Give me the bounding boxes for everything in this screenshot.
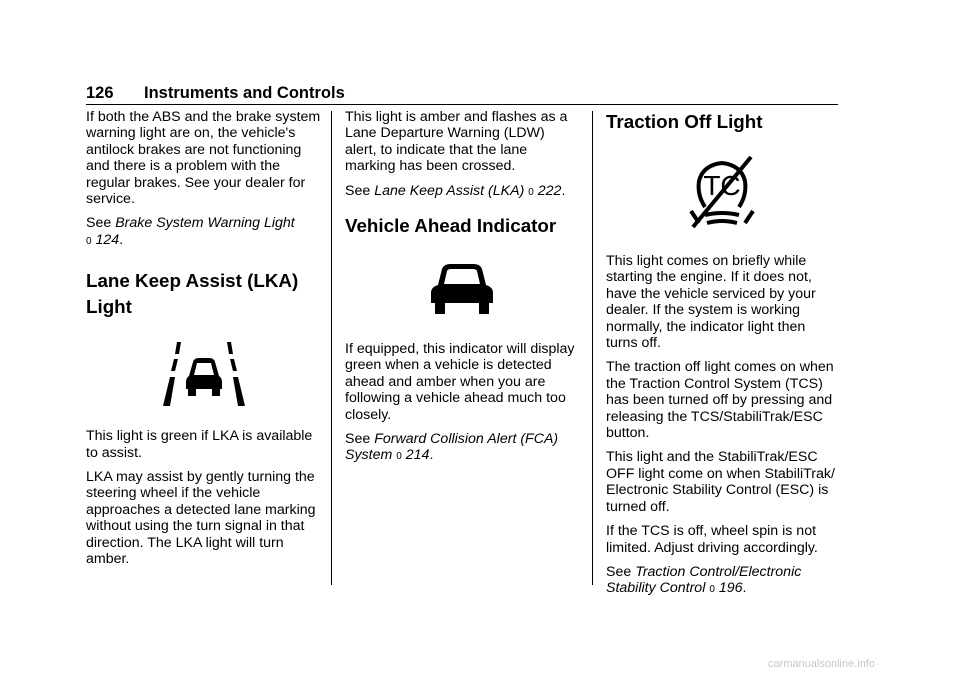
- svg-text:TC: TC: [703, 170, 741, 201]
- lka-green-paragraph: This light is green if LKA is available to assist.: [86, 428, 313, 461]
- watermark: carmanualsonline.info: [768, 658, 876, 670]
- column-divider-2: [592, 111, 593, 585]
- section-title: Instruments and Controls: [144, 84, 345, 102]
- wheel-spin-paragraph: If the TCS is off, wheel spin is not limited. Adjust driving accordingly.: [606, 523, 818, 556]
- reference-link[interactable]: Traction Control/Electronic Stability Control: [606, 563, 802, 597]
- page-ref-arrow: 0: [709, 584, 715, 596]
- stabilitrak-paragraph: This light and the StabiliTrak/ESC OFF light come on when StabiliTrak/ Electronic Stability Control (ESC) is turned off.: [606, 449, 835, 515]
- column-divider-1: [331, 111, 332, 585]
- see-reference: See Lane Keep Assist (LKA) 0 222.: [345, 182, 566, 199]
- reference-page[interactable]: 214: [405, 447, 430, 464]
- see-reference: See Brake System Warning Light 0 124.: [86, 215, 295, 248]
- lka-assist-paragraph: LKA may assist by gently turning the steering wheel if the vehicle approaches a detected lane marking without using the turn signal in that direction. The LKA light will turn amber.: [86, 469, 316, 568]
- abs-brake-paragraph: If both the ABS and the brake system warning light are on, the vehicle's antilock brakes are not functioning and there is a problem with the regular brakes. See your dealer for service.: [86, 109, 321, 208]
- page-number: 126: [86, 84, 114, 102]
- page-header: [86, 83, 838, 105]
- column-3: [606, 109, 838, 607]
- heading-lka-light: Lane Keep Assist (LKA) Light: [86, 270, 299, 318]
- column-1: [86, 109, 322, 576]
- traction-briefly-paragraph: This light comes on briefly while starting the engine. If it does not, have the vehicle serviced by your dealer. If the system is working normally, the indicator light then turns off.: [606, 253, 816, 352]
- heading-vehicle-ahead: Vehicle Ahead Indicator: [345, 215, 557, 237]
- ldw-paragraph: This light is amber and flashes as a Lane Departure Warning (LDW) alert, to indicate that the lane marking has been crossed.: [345, 109, 568, 175]
- see-reference: See Traction Control/Electronic Stability Control 0 196.: [606, 563, 802, 597]
- reference-link[interactable]: Brake System Warning Light: [115, 215, 295, 232]
- see-reference: See Forward Collision Alert (FCA) System 0 214.: [345, 431, 559, 464]
- vehicle-ahead-icon: [345, 263, 579, 315]
- reference-page[interactable]: 196: [718, 580, 743, 597]
- reference-page[interactable]: 222: [537, 182, 562, 199]
- traction-off-icon: [606, 153, 838, 231]
- lane-keep-assist-icon: [86, 342, 322, 406]
- heading-traction-off: Traction Off Light: [606, 111, 763, 132]
- indicator-paragraph: If equipped, this indicator will display green when a vehicle is detected ahead and amber when you are following a vehicle ahead much too closely.: [345, 341, 575, 423]
- traction-on-paragraph: The traction off light comes on when the Traction Control System (TCS) has been turned off by pressing and releasing the TCS/StabiliTrak/ESC button.: [606, 359, 834, 442]
- reference-link[interactable]: Forward Collision Alert (FCA) System: [345, 431, 559, 464]
- column-2: [345, 109, 579, 474]
- reference-page[interactable]: 124: [95, 231, 120, 248]
- page-ref-arrow: 0: [528, 186, 534, 198]
- reference-link[interactable]: Lane Keep Assist (LKA): [374, 182, 525, 199]
- page-ref-arrow: 0: [396, 451, 402, 463]
- page-ref-arrow: 0: [86, 235, 92, 247]
